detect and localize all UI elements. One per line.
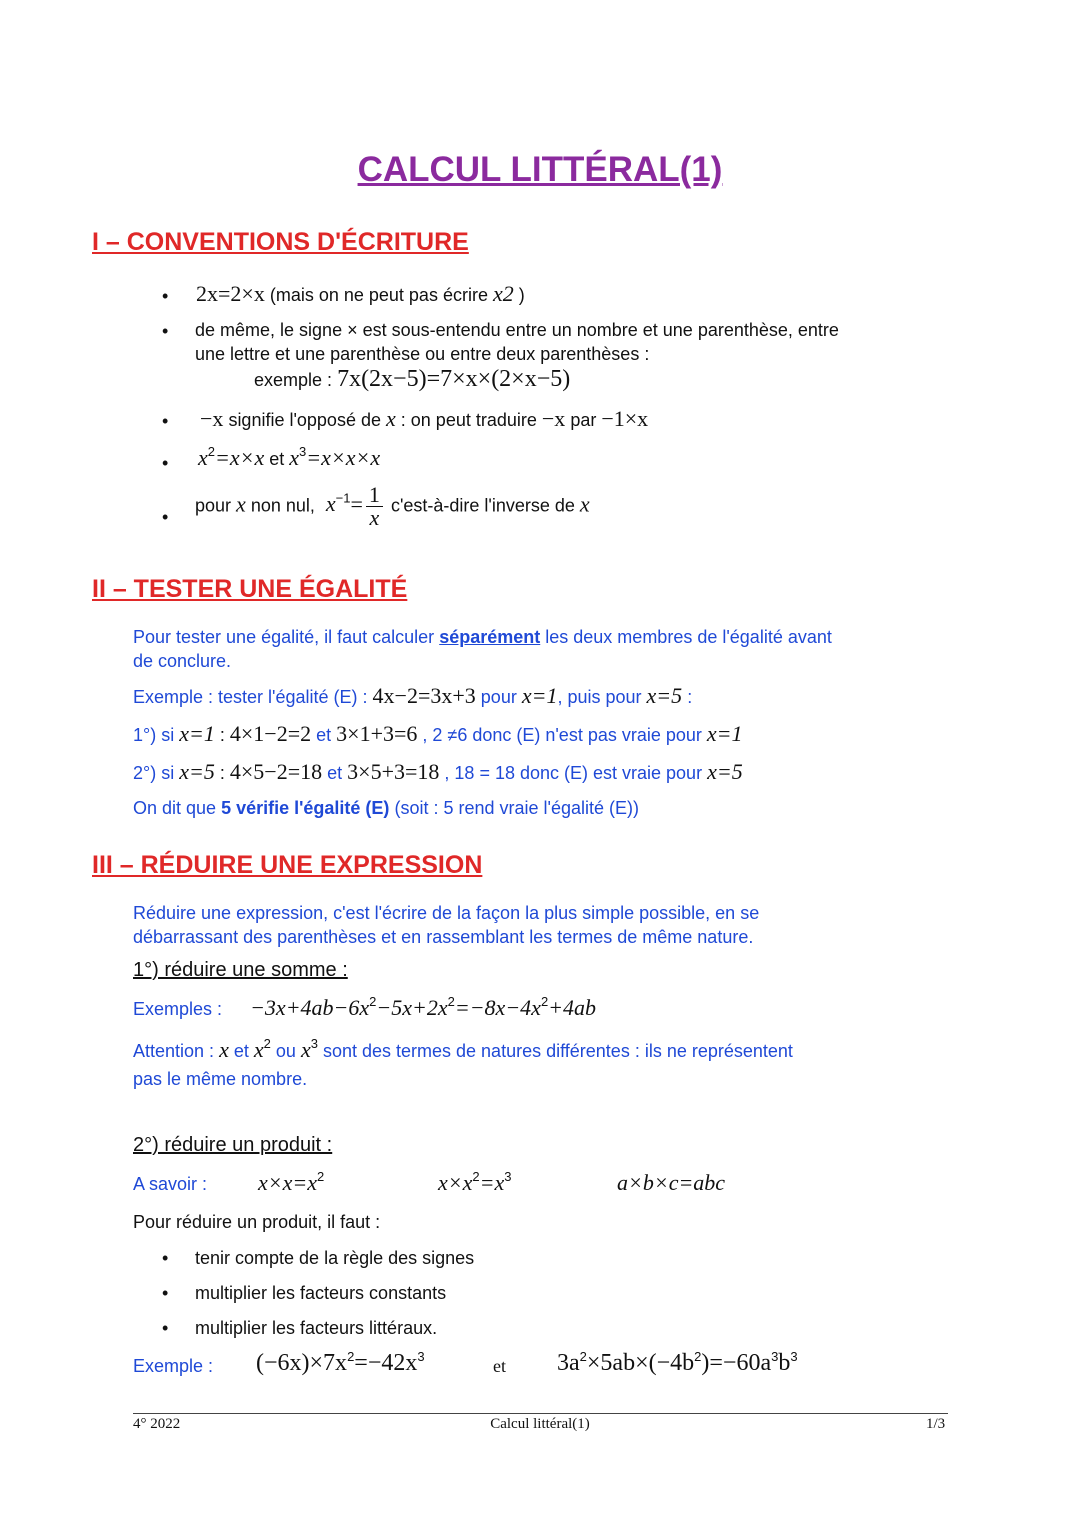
sec2-example: Exemple : tester l'égalité (E) : 4x−2=3x+3 pour x=1, puis pour x=5 : [133, 683, 693, 708]
footer-page-number: 1/3 [926, 1416, 946, 1432]
bullet-4: $x^2=x\times x$ et $x^3=x\times x\times x$ [198, 444, 381, 470]
bullet-2-marker: • [162, 321, 169, 341]
product-item-1-marker: • [162, 1248, 169, 1268]
attention-line1: Attention : x et $x^2$ ou $x^3$ sont des termes de natures différentes : ils ne représentent [133, 1036, 793, 1062]
sec2-para-line1: Pour tester une égalité, il faut calculer séparément les deux membres de l'égalité avant [133, 627, 832, 647]
attention-line2: pas le même nombre. [133, 1069, 308, 1089]
bullet-3: −x signifie l'opposé de x : on peut traduire −x par −1×x [200, 406, 649, 431]
bullet-4-marker: • [162, 453, 169, 473]
section-1-heading: I – CONVENTIONS D'ÉCRITURE [92, 228, 469, 256]
sec3-intro-line1: Réduire une expression, c'est l'écrire de la façon la plus simple possible, en se [133, 903, 760, 923]
fraction: $\frac{1}{x}$ [366, 484, 383, 529]
bullet-2-line1: de même, le signe × est sous-entendu entre un nombre et une parenthèse, entre [195, 320, 839, 340]
product-example-label: Exemple : [133, 1356, 214, 1376]
subheading-product: 2°) réduire un produit : [133, 1134, 333, 1156]
product-item-1: tenir compte de la règle des signes [195, 1248, 475, 1268]
sec2-para-line2: de conclure. [133, 651, 232, 671]
footer-divider [133, 1413, 948, 1414]
section-2-heading: II – TESTER UNE ÉGALITÉ [92, 575, 408, 603]
subheading-sum: 1°) réduire une somme : [133, 959, 348, 981]
sec2-case-1: 1°) si x=1 : 4×1−2=2 et 3×1+3=6 , 2 ≠6 donc (E) n'est pas vraie pour x=1 [133, 721, 743, 746]
bullet-2-example: exemple : 7x(2x−5)=7×x×(2×x−5) [254, 366, 571, 392]
sec3-intro-line2: débarrassant des parenthèses et en rassemblant les termes de même nature. [133, 927, 754, 947]
savoir-rule-3: a×b×c=abc [617, 1170, 726, 1195]
savoir-rule-2: $x\times x^2=x^3$ [438, 1169, 512, 1195]
product-item-2: multiplier les facteurs constants [195, 1283, 447, 1303]
bullet-5-marker: • [162, 507, 169, 527]
product-intro: Pour réduire un produit, il faut : [133, 1212, 381, 1232]
savoir-label: A savoir : [133, 1174, 208, 1194]
sec2-conclusion: On dit que 5 vérifie l'égalité (E) (soit : 5 rend vraie l'égalité (E)) [133, 798, 639, 818]
product-example-1: $(-6x)\times 7x^2=-42x^3$ [256, 1349, 425, 1376]
product-item-3-marker: • [162, 1318, 169, 1338]
product-item-2-marker: • [162, 1283, 169, 1303]
sec2-case-2: 2°) si x=5 : 4×5−2=18 et 3×5+3=18 , 18 = 18 donc (E) est vraie pour x=5 [133, 759, 743, 784]
savoir-rule-1: $x\times x=x^2$ [258, 1169, 325, 1195]
footer-left: 4° 2022 [133, 1416, 181, 1432]
bullet-1: 2x=2×x (mais on ne peut pas écrire x2 ) [196, 281, 525, 306]
bullet-1-marker: • [162, 286, 169, 306]
product-example-2: $3a^2\times 5ab\times(-4b^2)=-60a^3b^3$ [557, 1349, 798, 1376]
footer-center: Calcul littéral(1) [490, 1416, 590, 1432]
section-3-heading: III – RÉDUIRE UNE EXPRESSION [92, 851, 483, 879]
product-example-et: et [493, 1356, 506, 1376]
bullet-3-marker: • [162, 411, 169, 431]
product-item-3: multiplier les facteurs littéraux. [195, 1318, 438, 1338]
sum-example: Exemples : $-3x+4ab-6x^2-5x+2x^2=-8x-4x^2+4ab$ [133, 994, 597, 1020]
bullet-2-line2: une lettre et une parenthèse ou entre deux parenthèses : [195, 344, 650, 364]
page-title: CALCUL LITTÉRAL(1) [357, 150, 723, 189]
bullet-5: pour x non nul, $x^{-1}=$ $\frac{1}{x}$ c'est-à-dire l'inverse de x [195, 482, 590, 530]
